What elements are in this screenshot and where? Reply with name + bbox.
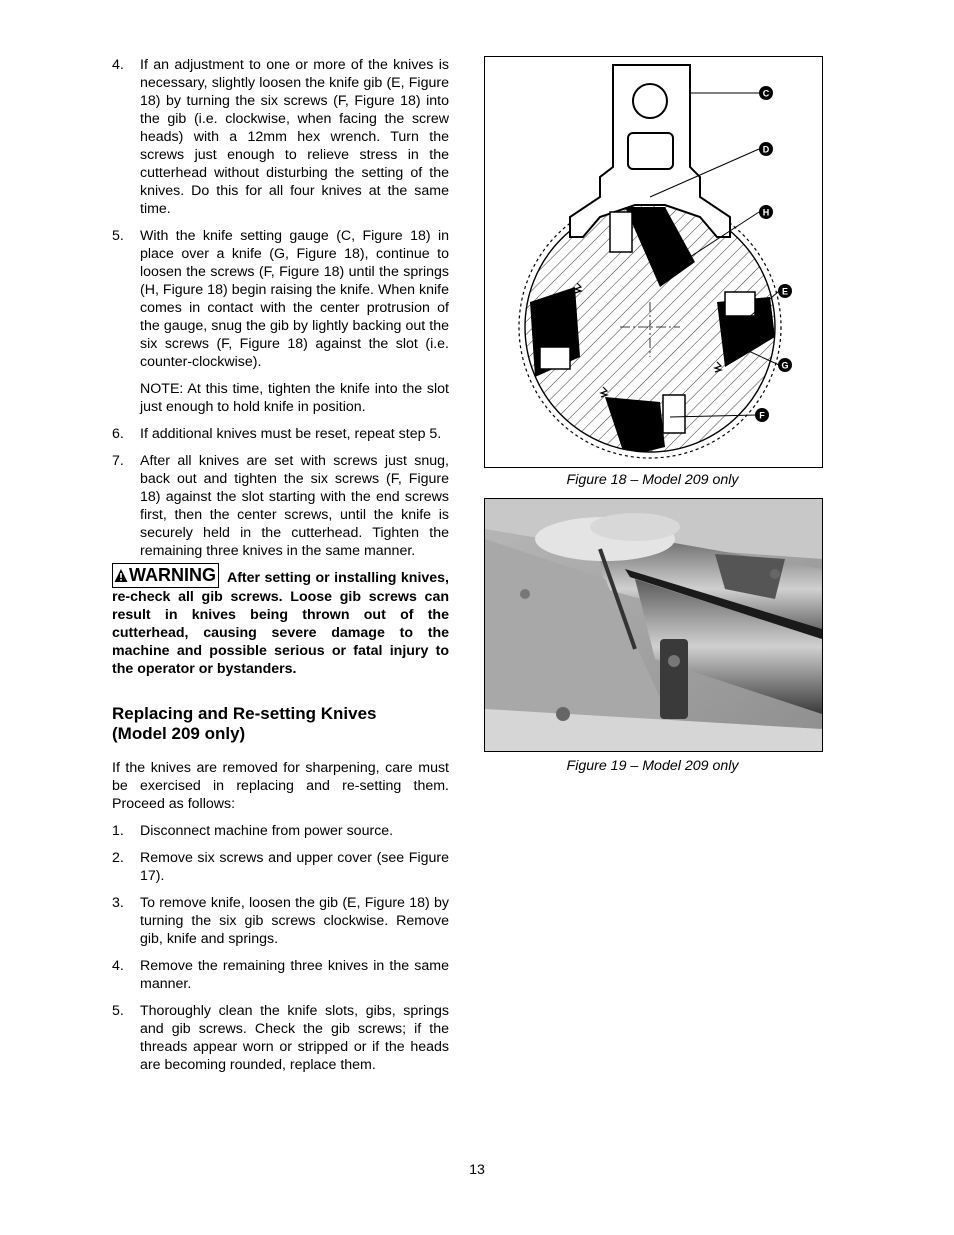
step-number: 6. xyxy=(112,426,124,442)
left-column xyxy=(112,56,449,1083)
step-text: Disconnect machine from power source. xyxy=(140,823,394,839)
figure-19-caption: Figure 19 – Model 209 only xyxy=(566,758,739,774)
heading-line: Replacing and Re-setting Knives xyxy=(112,704,377,723)
list-item xyxy=(112,822,449,840)
step-number: 5. xyxy=(112,228,124,244)
warning-block xyxy=(112,565,450,678)
list-item xyxy=(112,425,449,443)
step-number: 1. xyxy=(112,823,124,839)
note-text: NOTE: At this time, tighten the knife into the slot just enough to hold knife in position. xyxy=(140,381,449,415)
callout-h: H xyxy=(762,207,770,218)
step-text: Remove the remaining three knives in the same manner. xyxy=(140,958,449,992)
list-item xyxy=(112,452,449,560)
callout-f: F xyxy=(759,410,765,421)
warning-text: After setting or installing knives, re-check all gib screws. Loose gib screws can result in knives being thrown out of the cutterhead, causing severe damage to the machine and possible serious or fatal injury to the operator or bystanders. xyxy=(112,570,450,677)
step-text: If an adjustment to one or more of the knives is necessary, slightly loosen the knife gib (E, Figure 18) by turning the six screws (F, Figure 18) into the gib (i.e. clockwise, when facing the screw heads) with a 12mm hex wrench. Turn the screws just enough to relieve stress in the cutterhead without disturbing the setting of the knives. Do this for all four knives at the same time. xyxy=(140,57,449,217)
callout-d: D xyxy=(762,144,770,155)
page-number: 13 xyxy=(469,1162,485,1178)
list-item xyxy=(112,957,449,993)
warning-badge xyxy=(112,563,219,588)
section-intro: If the knives are removed for sharpening, care must be exercised in replacing and re-setting them. Proceed as follows: xyxy=(112,760,449,812)
step-text: Remove six screws and upper cover (see Figure 17). xyxy=(140,850,449,884)
list-item xyxy=(112,227,449,371)
step-number: 7. xyxy=(112,453,124,469)
callout-e: E xyxy=(781,286,789,297)
planer-photo xyxy=(485,499,822,751)
step-text: If additional knives must be reset, repeat step 5. xyxy=(140,426,442,442)
heading-line: (Model 209 only) xyxy=(112,724,246,743)
step-number: 4. xyxy=(112,958,124,974)
callout-g: G xyxy=(781,360,789,371)
section-heading xyxy=(112,704,449,744)
step-text: With the knife setting gauge (C, Figure 18) in place over a knife (G, Figure 18), continue to loosen the screws (F, Figure 18) until the springs (H, Figure 18) begin raising the knife. When knife comes in contact with the center protrusion of the gauge, snug the gib by lightly backing out the six screws (F, Figure 18) against the slot (i.e. counter-clockwise). xyxy=(140,228,449,370)
step-number: 3. xyxy=(112,895,124,911)
warning-label: WARNING xyxy=(129,565,216,585)
figure-18-caption: Figure 18 – Model 209 only xyxy=(566,472,739,488)
cutterhead-diagram xyxy=(485,57,822,467)
step-number: 4. xyxy=(112,57,124,73)
list-item xyxy=(112,849,449,885)
list-item xyxy=(112,1002,449,1074)
warning-triangle-icon xyxy=(114,568,128,583)
step-number: 2. xyxy=(112,850,124,866)
list-item xyxy=(112,56,449,218)
step-text: To remove knife, loosen the gib (E, Figure 18) by turning the six gib screws clockwise. Remove gib, knife and springs. xyxy=(140,895,449,947)
step-number: 5. xyxy=(112,1003,124,1019)
list-item xyxy=(112,894,449,948)
figure-19 xyxy=(484,498,823,752)
callout-c: C xyxy=(762,88,770,99)
step-text: Thoroughly clean the knife slots, gibs, springs and gib screws. Check the gib screws; if the threads appear worn or stripped or if the heads are becoming rounded, replace them. xyxy=(140,1003,449,1073)
figure-18 xyxy=(484,56,823,468)
step-text: After all knives are set with screws just snug, back out and tighten the six screws (F, Figure 18) against the slot starting with the end screws first, then the center screws, until the knife is securely held in the cutterhead. Tighten the remaining three knives in the same manner. xyxy=(140,453,449,559)
